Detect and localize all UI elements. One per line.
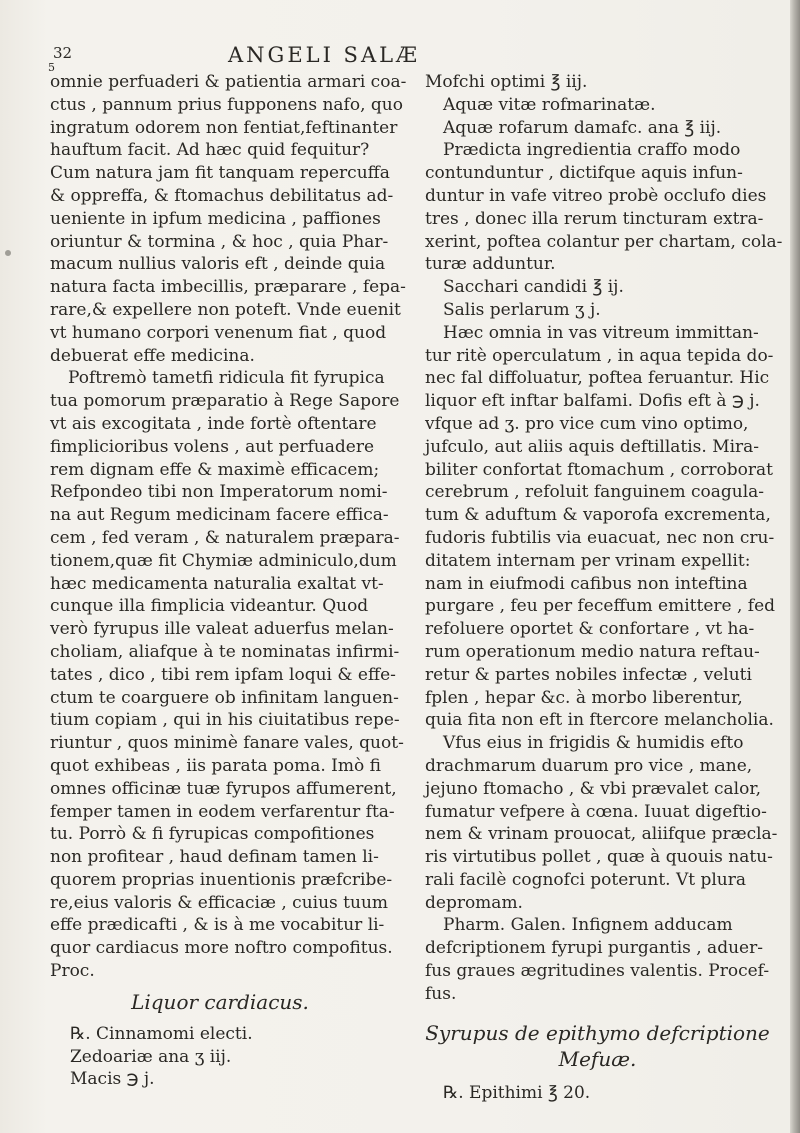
- recipe-item: Zedoariæ ana ʒ iij.: [70, 1046, 232, 1067]
- recipe-item: ℞. Epithimi ℥ 20.: [443, 1082, 591, 1103]
- text-line: ueniente in ipfum medicina , paffiones: [50, 208, 381, 229]
- text-line: riuntur , quos minimè fanare vales, quot-: [50, 733, 404, 754]
- text-line: Hæc omnia in vas vitreum immittan-: [443, 322, 759, 343]
- text-line: ingratum odorem non fentiat,feftinanter: [50, 117, 398, 138]
- text-line: xerint, poftea colantur per chartam, cola-: [425, 231, 783, 252]
- text-line: Cum natura jam fit tanquam repercuffa: [50, 163, 390, 184]
- text-line: oriuntur & tormina , & hoc , quia Phar-: [50, 231, 389, 252]
- text-line: Refpondeo tibi non Imperatorum nomi-: [50, 482, 388, 503]
- text-line: fus.: [425, 983, 457, 1004]
- text-line: quia fita non eft in ftercore melancholia.: [425, 710, 774, 731]
- text-line: nam in eiufmodi cafibus non inteftina: [425, 573, 748, 594]
- text-line: re,eius valoris & efficaciæ , cuius tuum: [50, 892, 389, 913]
- text-line: retur & partes nobiles infectæ , veluti: [425, 664, 752, 685]
- text-line: jejuno ftomacho , & vbi prævalet calor,: [425, 778, 761, 799]
- text-line: rare,& expellere non poteft. Vnde euenit: [50, 299, 401, 320]
- text-line: Proc.: [50, 961, 95, 982]
- text-line: ctus , pannum prius fupponens nafo, quo: [50, 94, 403, 115]
- text-line: tres , donec illa rerum tincturam extra-: [425, 208, 764, 229]
- text-line: effe prædicafti , & is à me vocabitur li-: [50, 915, 385, 936]
- text-line: tates , dico , tibi rem ipfam loqui & effe-: [50, 664, 396, 685]
- text-line: purgare , feu per feceffum emittere , fed: [425, 596, 776, 617]
- right-column: [425, 71, 783, 1104]
- text-line: Sacchari candidi ℥ ij.: [443, 277, 624, 298]
- text-line: ctum te coarguere ob infinitam languen-: [50, 687, 399, 708]
- text-line: turæ adduntur.: [425, 254, 556, 275]
- text-line: non profitear , haud definam tamen li-: [50, 847, 379, 868]
- text-line: Pharm. Galen. Infignem adducam: [443, 915, 733, 936]
- section-heading: Syrupus de epithymo defcriptione: [425, 1020, 770, 1045]
- text-line: omnie perfuaderi & patientia armari coa-: [50, 72, 407, 92]
- text-line: Aquæ rofarum damafc. ana ℥ iij.: [443, 117, 722, 138]
- text-line: vt ais excogitata , inde fortè oftentare: [50, 413, 377, 434]
- text-line: Aquæ vitæ rofmarinatæ.: [443, 94, 656, 115]
- text-line: defcriptionem fyrupi purgantis , aduer-: [425, 938, 763, 959]
- text-line: hauftum facit. Ad hæc quid fequitur?: [50, 140, 370, 161]
- text-line: liquor eft inftar balfami. Dofis eft à ℈ j.: [425, 391, 760, 412]
- text-line: rum operationum medio natura reftau-: [425, 641, 760, 662]
- text-line: tionem,quæ fit Chymiæ adminiculo,dum: [50, 550, 397, 571]
- text-line: cem , fed veram , & naturalem præpara-: [50, 527, 400, 548]
- text-line: Prædicta ingredientia craffo modo: [443, 140, 741, 161]
- text-line: na aut Regum medicinam facere effica-: [50, 505, 389, 526]
- text-line: femper tamen in eodem verfarentur fta-: [50, 801, 395, 822]
- text-line: & oppreffa, & ftomachus debilitatus ad-: [50, 185, 394, 206]
- text-line: Mofchi optimi ℥ iij.: [425, 72, 588, 92]
- text-line: vt humano corpori venenum fiat , quod: [50, 322, 387, 343]
- text-line: rali facilè cognofci poterunt. Vt plura: [425, 869, 747, 890]
- text-line: macum nullius valoris eft , deinde quia: [50, 254, 386, 275]
- text-line: tur ritè operculatum , in aqua tepida do-: [425, 345, 774, 366]
- text-line: omnes officinæ tuæ fyrupos affumerent,: [50, 778, 397, 799]
- text-line: Poftremò tametfi ridicula fit fyrupica: [68, 368, 385, 389]
- recipe-list: [50, 1023, 390, 1091]
- text-line: fimplicioribus volens , aut perfuadere: [50, 436, 375, 457]
- text-line: choliam, aliafque à te nominatas infirmi-: [50, 641, 400, 662]
- text-line: quot exhibeas , iis parata poma. Imò fi: [50, 755, 381, 776]
- text-line: duntur in vafe vitreo probè occlufo dies: [425, 185, 767, 206]
- text-line: nem & vrinam prouocat, aliifque præcla-: [425, 824, 778, 845]
- text-line: quor cardiacus more noftro compofitus.: [50, 938, 393, 959]
- text-line: fplen , hepar &c. à morbo liberentur,: [425, 687, 743, 708]
- text-line: contunduntur , dictifque aquis infun-: [425, 163, 743, 184]
- section-heading-continued: Mefuæ.: [558, 1046, 637, 1071]
- text-line: hæc medicamenta naturalia exaltat vt-: [50, 573, 384, 594]
- running-title: ANGELI SALÆ: [228, 43, 421, 67]
- text-line: tua pomorum præparatio à Rege Sapore: [50, 391, 400, 412]
- text-line: fudoris fubtilis via euacuat, nec non cru-: [425, 527, 775, 548]
- text-line: cerebrum , refoluit fanguinem coagula-: [425, 482, 765, 503]
- text-line: refoluere oportet & confortare , vt ha-: [425, 619, 755, 640]
- text-line: vfque ad ʒ. pro vice cum vino optimo,: [425, 413, 749, 434]
- page-number: 32: [53, 44, 73, 62]
- text-line: cunque illa fimplicia videantur. Quod: [50, 596, 369, 617]
- text-line: nec fal diffoluatur, poftea feruantur. Hic: [425, 368, 770, 389]
- text-line: verò fyrupus ille valeat aduerfus melan-: [50, 619, 394, 640]
- text-line: rem dignam effe & maximè efficacem;: [50, 459, 380, 480]
- text-line: biliter confortat ftomachum , corroborat: [425, 459, 773, 480]
- page-edge-shadow: [790, 0, 800, 1133]
- ink-spot: [5, 250, 11, 256]
- text-line: depromam.: [425, 892, 523, 913]
- signature-mark: 5: [48, 61, 55, 74]
- recipe-item: ℞. Cinnamomi electi.: [70, 1023, 253, 1044]
- text-line: jufculo, aut aliis aquis deftillatis. Mira-: [425, 436, 760, 457]
- text-line: fumatur vefpere à cœna. Iuuat digeftio-: [425, 801, 767, 822]
- text-line: fus graues ægritudines valentis. Procef-: [425, 961, 770, 982]
- text-line: quorem proprias inuentionis præfcribe-: [50, 869, 393, 890]
- text-line: tium copiam , qui in his ciuitatibus repe-: [50, 710, 400, 731]
- text-line: Vfus eius in frigidis & humidis efto: [443, 733, 744, 754]
- text-line: debuerat effe medicina.: [50, 345, 255, 366]
- text-line: drachmarum duarum pro vice , mane,: [425, 755, 753, 776]
- text-line: ditatem internam per vrinam expellit:: [425, 550, 751, 571]
- text-line: natura facta imbecillis, præparare , fepa-: [50, 277, 406, 298]
- section-heading: Liquor cardiacus.: [131, 989, 309, 1014]
- left-column: [50, 71, 407, 1091]
- text-line: tum & aduftum & vaporofa excrementa,: [425, 505, 771, 526]
- recipe-item: Macis ℈ j.: [70, 1069, 155, 1090]
- text-line: ris virtutibus pollet , quæ à quouis natu-: [425, 847, 773, 868]
- text-line: tu. Porrò & fi fyrupicas compofitiones: [50, 824, 375, 845]
- text-line: Salis perlarum ʒ j.: [443, 299, 601, 320]
